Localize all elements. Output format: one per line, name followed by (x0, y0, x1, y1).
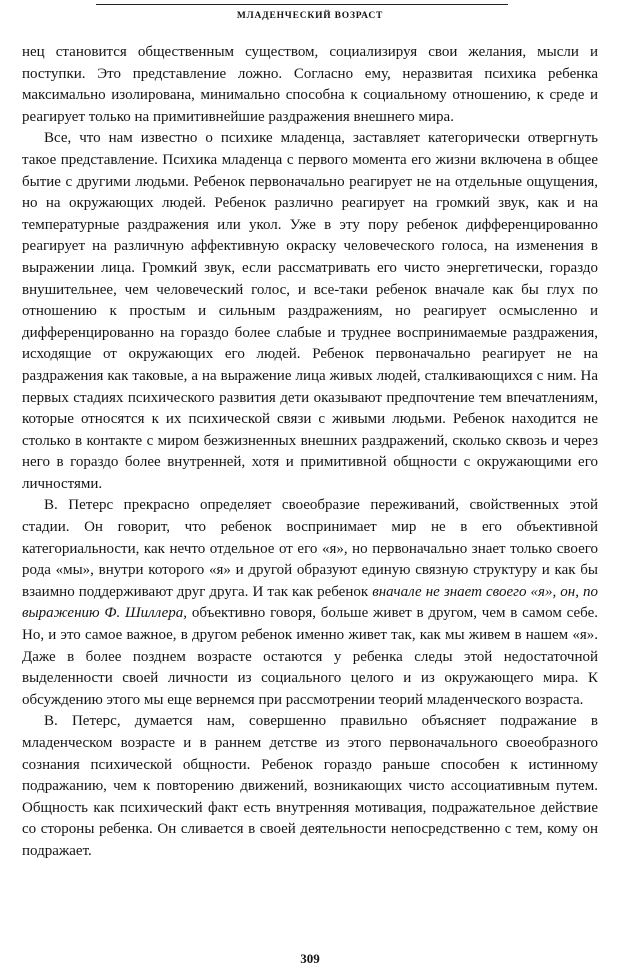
paragraph: В. Петерс, думается нам, совершенно правильно объясняет подражание в младенческом возрасте и в раннем детстве из этого первоначального своеобразного сознания психической общности. Ребенок гораздо раньше способен к истинному подражанию, чем к повторению движений, возникающих чисто ассоциативным путем. Общность как психический факт есть внутренняя мотивация, подражательное действие со стороны ребенка. Он сливается в своей деятельности непосредственно с тем, кому он подражает. (22, 713, 598, 859)
paragraph-text: объективно говоря, больше живет в другом, чем в самом себе. Но, и это самое важное, в другом ребенок именно живет так, как мы живем в нашем «я». Даже в более позднем возрасте остаются у ребенка следы этой недостаточной выделенности своей личности из социального целого и из окружающего мира. К обсуждению этого мы еще вернемся при рассмотрении теорий младенческого возраста. (22, 605, 599, 708)
italic-quote: вначале не знает своего «я», он, по выражению Ф. Шиллера, (22, 583, 598, 622)
running-title: МЛАДЕНЧЕСКИЙ ВОЗРАСТ (236, 11, 384, 21)
paragraph-continuation: нец становится общественным существом, социализируя свои желания, мысли и поступки. Это представление ложно. Согласно ему, неразвитая психика ребенка максимально изолирована, минимально способна к социальному отношению, к среде и реагирует только на примитивнейшие раздражения внешнего мира. (22, 44, 598, 125)
page-number: 309 (300, 951, 320, 966)
paragraph: Все, что нам известно о психике младенца, заставляет категорически отвергнуть такое представление. Психика младенца с первого момента его жизни включена в общее бытие с другими людьми. Ребенок первоначально реагирует не на отдельные ощущения, но на окружающих людей. Ребенок различно реагирует на громкий звук, как и на температурные раздражения или укол. Уже в эту пору ребенок дифференцированно реагирует на различную аффективную окраску человеческого голоса, на изменения в выражении лица. Громкий звук, если рассматривать его чисто энергетически, гораздо внушительнее, чем человеческий голос, и все-таки ребенок вначале как бы глух по отношению к простым и сильным раздражениям, но реагирует осмысленно и дифференцированно на гораздо более слабые и труднее воспринимаемые раздражения, исходящие от окружающих его людей. Ребенок первоначально реагирует не на раздражения как таковые, а на выражение лица живых людей, сталкивающихся с ним. На первых стадиях психического развития дети оказывают предпочтение тем впечатлениям, которые относятся к их психической связи с живыми людьми. Ребенок находится не столько в контакте с миром безжизненных внешних раздражений, сколько сквозь и через него в гораздо более внутренней, хотя и примитивной общности с окружающими его личностями. (22, 130, 598, 492)
body-text (22, 42, 598, 863)
header-rule (96, 4, 508, 5)
paragraph-peters-definition (22, 495, 598, 711)
paragraph-text: В. Петерс прекрасно определяет своеобразие переживаний, свойственных этой стадии. Он говорит, что ребенок воспринимает мир не в его объективной категориальности, как нечто отдельное от его «я», но первоначально знает только своего рода «мы», внутри которого «я» и другой образуют единую связную структуру и как бы взаимно поддерживают друг друга. И так как ребенок (22, 497, 598, 600)
